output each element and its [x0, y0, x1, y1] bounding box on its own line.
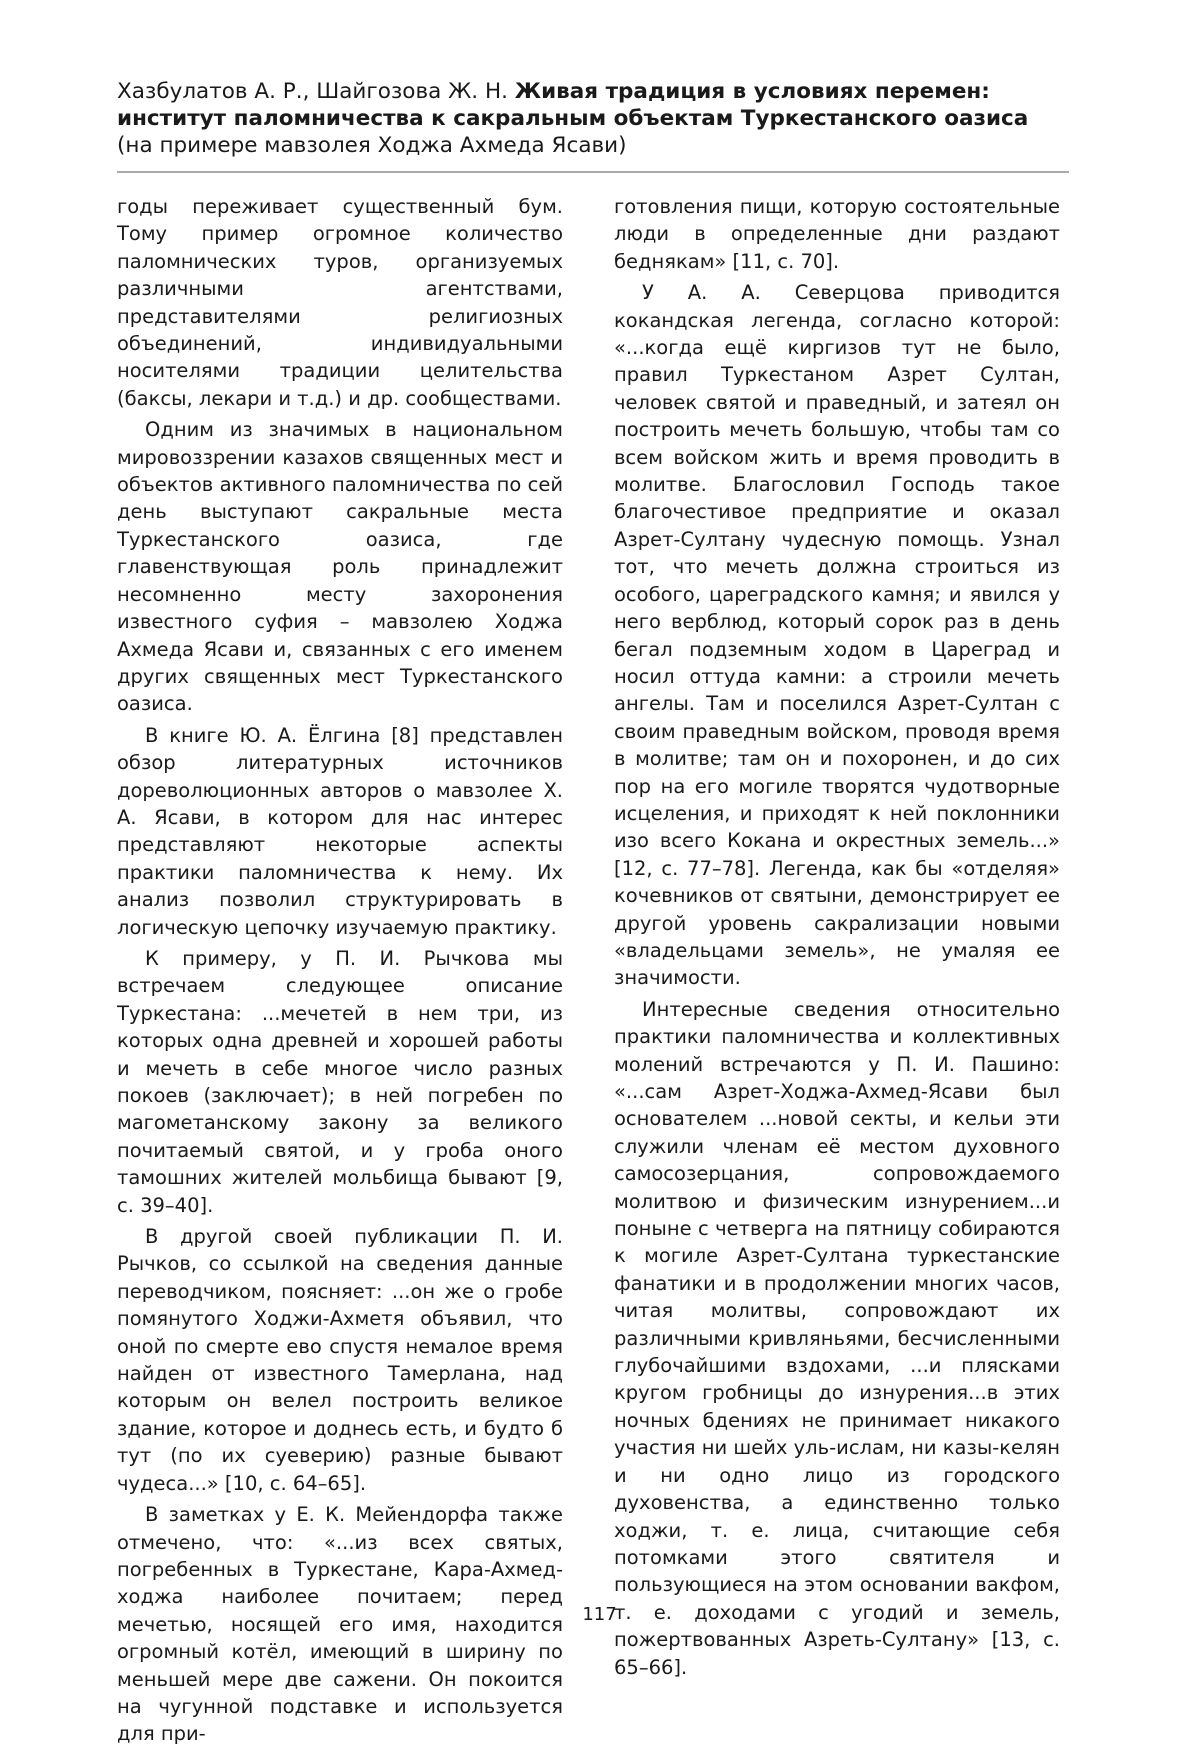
- right-column: [614, 193, 1060, 1685]
- running-header: [117, 78, 1069, 159]
- header-article-title: Живая традиция в условиях перемен: институт паломничества к сакральным объектам Туркестанского оазиса: [117, 79, 1029, 131]
- paragraph: Одним из значимых в национальном мировоззрении казахов священных мест и объектов активного паломничества по сей день выступают сакральные места Туркестанского оазиса, где главенствующая роль принадлежит несомненно месту захоронения известного суфия – мавзолею Ходжа Ахмеда Ясави и, связанных с его именем других священных мест Туркестанского оазиса.: [117, 418, 563, 716]
- header-authors: Хазбулатов А. Р., Шайгозова Ж. Н.: [117, 79, 508, 104]
- left-column: [117, 193, 563, 1752]
- paragraph: В книге Ю. А. Ёлгина [8] представлен обзор литературных источников дореволюционных авторов о мавзолее Х. А. Ясави, в котором для нас интерес представляют некоторые аспекты практики паломничества к нему. Их анализ позволил структурировать в логическую цепочку изучаемую практику.: [117, 723, 563, 939]
- paragraph: Интересные сведения относительно практики паломничества и коллективных молений встречаются у П. И. Пашино: «...сам Азрет-Ходжа-Ахмед-Ясави был основателем ...новой секты, и кельи эти служили членам её местом духовного самосозерцания, сопровождаемого молитвою и физическим изнурением...и поныне с четверга на пятницу собираются к могиле Азрет-Султана туркестанские фанатики и в продолжении многих часов, читая молитвы, сопровождают их различными кривляньями, бесчисленными глубочайшими вздохами, ...и плясками кругом гробницы до изнурения...в этих ночных бдениях не принимает никакого участия ни шейх уль-ислам, ни казы-келян и ни одно лицо из городского духовенства, а единственно только ходжи, т. е. лица, считающие себя потомками этого святителя и пользующиеся на этом основании вакфом, т. е. доходами с угодий и земель, пожертвованных Азреть-Султану» [13, с. 65–66].: [614, 997, 1060, 1679]
- paragraph: готовления пищи, которую состоятельные люди в определенные дни раздают беднякам» [11, с. 70].: [614, 195, 1060, 273]
- header-title-subtitle: (на примере мавзолея Ходжа Ахмеда Ясави): [117, 133, 627, 158]
- paragraph: В другой своей публикации П. И. Рычков, со ссылкой на сведения данные переводчиком, поясняет: ...он же о гробе помянутого Ходжи-Ахметя объявил, что оной по смерте ево спустя немалое время найден от известного Тамерлана, над которым он велел построить великое здание, которое и доднесь есть, и будто б тут (по их суеверию) разные бывают чудеса...» [10, с. 64–65].: [117, 1225, 563, 1495]
- paragraph: В заметках у Е. К. Мейендорфа также отмечено, что: «...из всех святых, погребенных в Туркестане, Кара-Ахмед-ходжа наиболее почитаем; перед мечетью, носящей его имя, находится огромный котёл, имеющий в ширину по меньшей мере две сажени. Он покоится на чугунной подставке и используется для при-: [117, 1503, 563, 1746]
- page-number: 117: [582, 1604, 617, 1625]
- paragraph: У А. А. Северцова приводится кокандская легенда, согласно которой: «...когда ещё киргизов тут не было, правил Туркестаном Азрет Султан, человек святой и праведный, и затеял он построить мечеть большую, чтобы там со всем войском жить и время проводить в молитве. Благословил Господь такое благочестивое предприятие и оказал Азрет-Султану чудесную помощь. Узнал тот, что мечеть должна строиться из особого, цареградского камня; и явился у него верблюд, который сорок раз в день бегал подземным ходом в Цареград и носил оттуда камни: а строили мечеть ангелы. Там и поселился Азрет-Султан с своим праведным войском, проводя время в молитве; там он и похоронен, и до сих пор на его могиле творятся чудотворные исцеления, и приходят к ней поклонники изо всего Кокана и окрестных земель...» [12, с. 77–78]. Легенда, как бы «отделяя» кочевников от святыни, демонстрирует ее другой уровень сакрализации новыми «владельцами земель», не умаляя ее значимости.: [614, 281, 1060, 990]
- paragraph: годы переживает существенный бум. Тому пример огромное количество паломнических туров, организуемых различными агентствами, представителями религиозных объединений, индивидуальными носителями традиции целительства (баксы, лекари и т.д.) и др. сообществами.: [117, 195, 563, 410]
- paragraph: К примеру, у П. И. Рычкова мы встречаем следующее описание Туркестана: ...мечетей в нем три, из которых одна древней и хорошей работы и мечеть в себе многое число разных покоев (заключает); в ней погребен по магометанскому закону за великого почитаемый святой, и у гроба оного тамошних жителей мольбища бывают [9, с. 39–40].: [117, 946, 563, 1217]
- header-divider: [117, 171, 1069, 173]
